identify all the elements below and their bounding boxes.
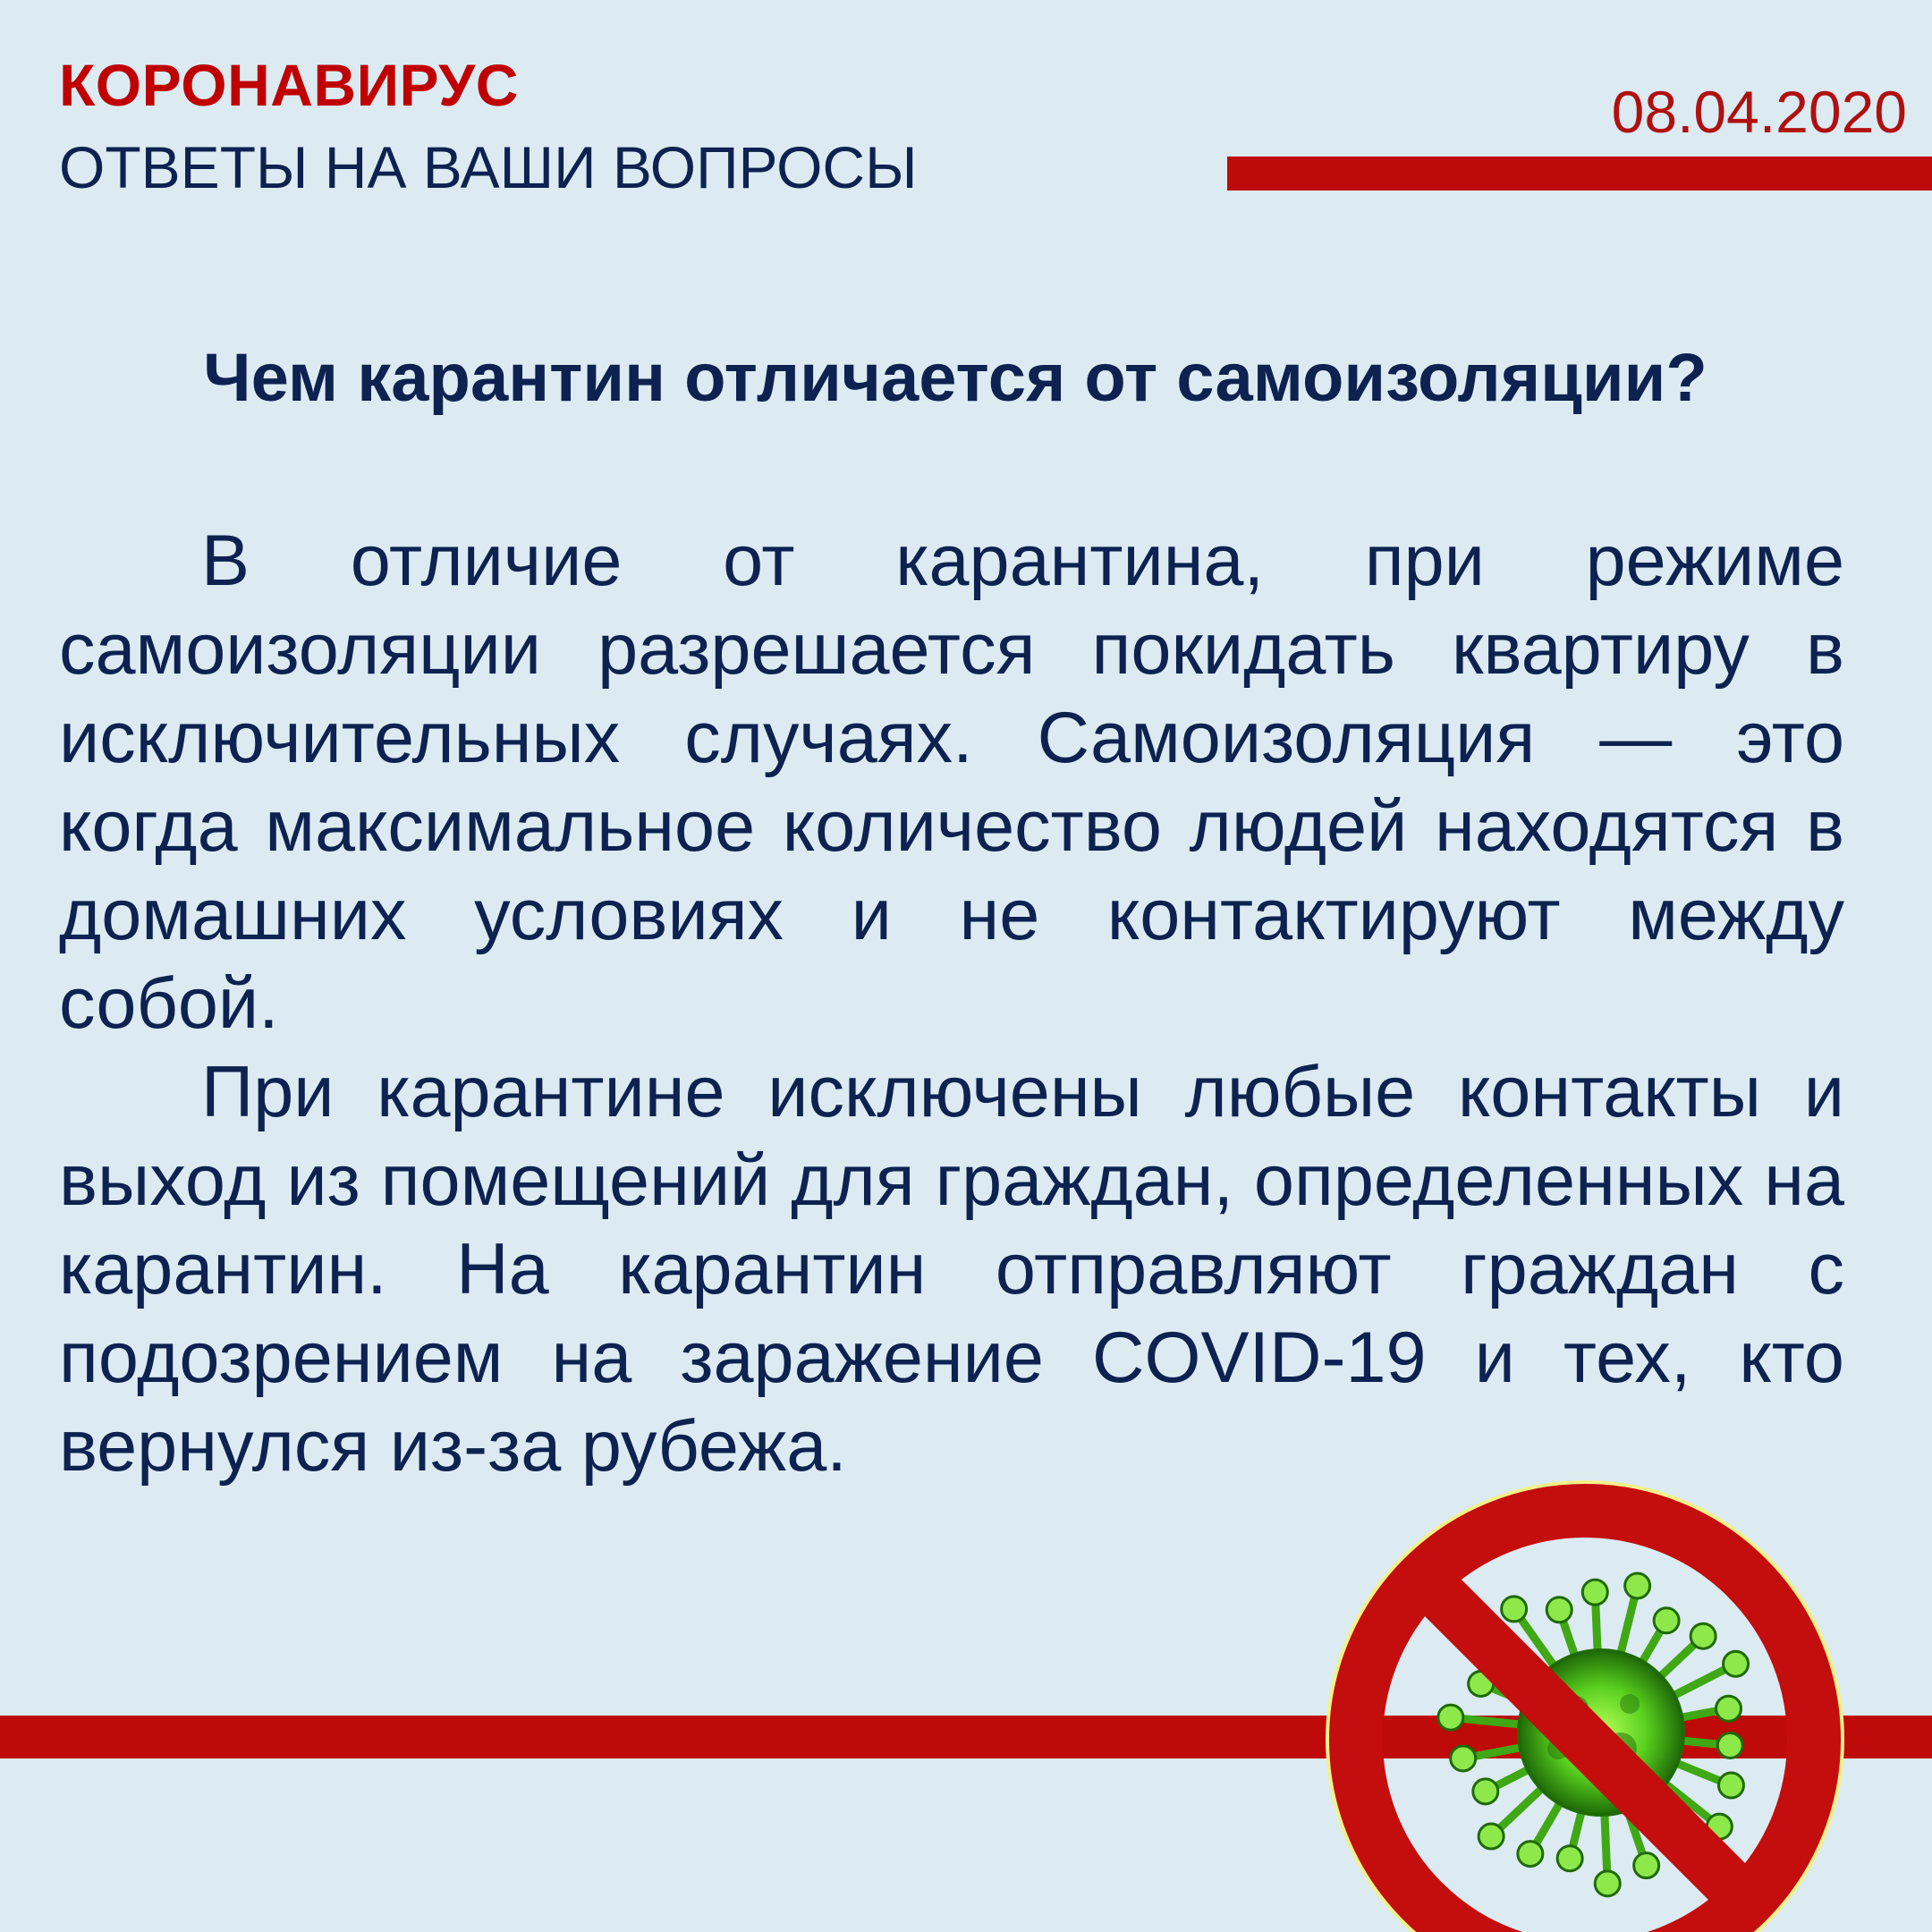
header-subtitle: ОТВЕТЫ НА ВАШИ ВОПРОСЫ — [59, 134, 918, 200]
virus-spike-tip — [1546, 1597, 1572, 1623]
question-heading: Чем карантин отличается от самоизоляции? — [203, 340, 1707, 416]
virus-spike-tip — [1625, 1573, 1650, 1598]
virus-spike-tip — [1724, 1651, 1749, 1676]
header-date: 08.04.2020 — [1611, 79, 1907, 145]
header-divider — [1227, 157, 1932, 191]
virus-spike-tip — [1451, 1746, 1476, 1771]
header-title: КОРОНАВИРУС — [59, 52, 519, 118]
virus-spike-tip — [1717, 1733, 1742, 1758]
virus-spike-tip — [1634, 1853, 1659, 1878]
no-virus-icon — [1317, 1471, 1871, 1932]
virus-spike-tip — [1716, 1696, 1741, 1721]
answer-text — [59, 517, 1844, 1491]
virus-spike-tip — [1518, 1842, 1543, 1867]
virus-spike-tip — [1557, 1846, 1582, 1871]
virus-spike-tip — [1479, 1824, 1504, 1849]
virus-spike-tip — [1438, 1705, 1463, 1730]
virus-spike-tip — [1595, 1871, 1620, 1896]
virus-spike-tip — [1473, 1779, 1498, 1804]
virus-spike-tip — [1502, 1597, 1527, 1622]
answer-paragraph-1: В отличие от карантина, при режиме самоизоляции разрешается покидать квартиру в исключительных случаях. Самоизоляция — это когда максимальное количество людей находятся в домашних условиях и не контактируют между собой. — [59, 521, 1844, 1044]
virus-spike-tip — [1690, 1623, 1716, 1648]
answer-paragraph-2: При карантине исключены любые контакты и выход из помещений для граждан, определенных на карантин. На карантин отправляют граждан с подозрением на заражение COVID-19 и тех, кто вернулся из-за рубежа. — [59, 1052, 1844, 1487]
virus-spike-tip — [1718, 1773, 1743, 1798]
virus-spike-tip — [1654, 1608, 1679, 1633]
virus-spike-tip — [1582, 1580, 1607, 1605]
